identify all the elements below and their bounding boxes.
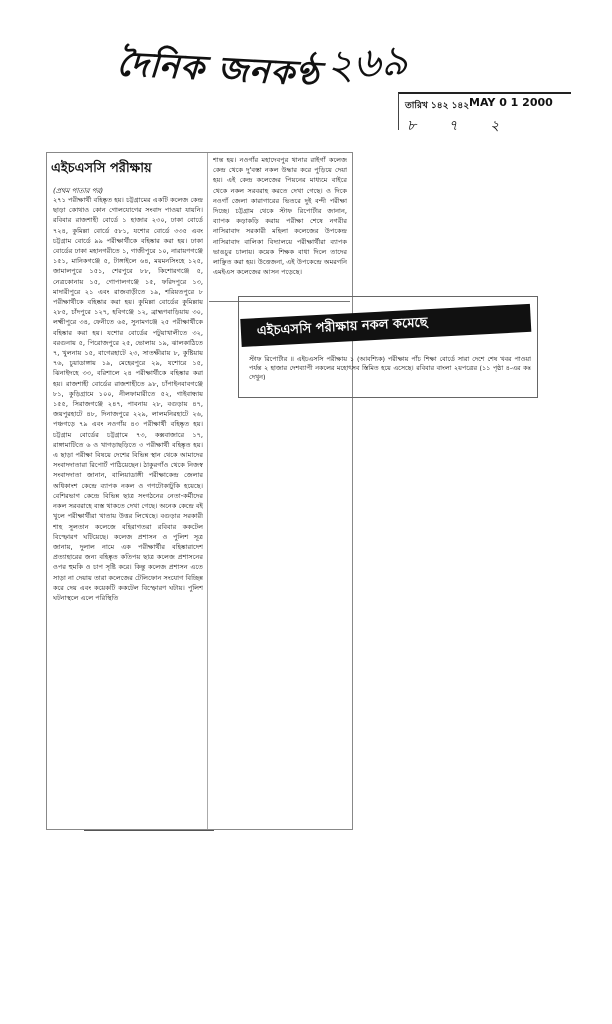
clipping-left-body: ২৭১ পরীক্ষার্থী বহিষ্কৃত হয়। চট্টগ্রামের একটি কলেজ কেন্দ্র ছাড়া কোথাও কোন গোলযোগের সংবাদ পাওয়া যায়নি। রবিবার রাজশাহী বোর্ডে ১ হাজার ২৩০, ঢাকা বোর্ডে ৭২৪, কুমিল্লা বোর্ডে ৫৮১, যশোর বোর্ডে ৩৩৫ এবং চট্টগ্রাম বোর্ডে ৯৯ পরীক্ষার্থীকে বহিষ্কার করা হয়। ঢাকা বোর্ডের ঢাকা মহানগরীতে ১, গাজীপুরে ১০, নারায়ণগঞ্জে ১৫১, মানিকগঞ্জে ৫, টাঙ্গাইলে ৬৪, ময়মনসিংহে ১২৫, জামালপুরে ১৫১, শেরপুরে ৮৮, কিশোরগঞ্জে ৫, নেত্রকোনায় ১৫, গোপালগঞ্জে ১৫, ফরিদপুরে ১৩, মাদারীপুরে ২১ এবং রাজবাড়ীতে ১৯, শরিয়তপুরে ৮ পরীক্ষার্থীকে বহিষ্কার করা হয়। কুমিল্লা বোর্ডের কুমিল্লায় ২৮৫, চাঁদপুরে ১২৭, হবিগঞ্জে ১২, ব্রাহ্মণবাড়িয়ায় ৩০, লক্ষ্মীপুরে ৩৪, ফেনীতে ৬৫, সুনামগঞ্জে ২৫ পরীক্ষার্থীকে বহিষ্কার করা হয়। যশোর বোর্ডের পটুয়াখালীতে ৩২, বরগুনায় ৫, পিরোজপুরে ২৫, ভোলায় ১৯, ঝালকাঠিতে ৭, খুলনায় ১৫, বাগেরহাটে ২৩, সাতক্ষীরায় ৮, কুষ্টিয়ায় ৭৬, চুয়াডাঙ্গায় ১৯, মেহেরপুরে ২৯, যশোরে ১৫, ঝিনাইদহে ৩৩, বরিশালে ২৪ পরীক্ষার্থীকে বহিষ্কার করা হয়। রাজশাহী বোর্ডের রাজশাহীতে ৯৮, চাঁপাইনবাবগঞ্জে ৮১, কুড়িগ্রামে ১০০, নীলফামারীতে ৫২, গাইবান্ধায় ১৫৫, সিরাজগঞ্জে ২৪৭, পাবনায় ২৮, বগুড়ায় ৪৭, জয়পুরহাটে ৪৮, দিনাজপুরে ২২৯, লালমনিরহাটে ২৬, পঞ্চগড়ে ৭৯ এবং নওগাঁয় ৪৩ পরীক্ষার্থী বহিষ্কৃত হয়। চট্টগ্রাম বোর্ডের চট্টগ্রামে ৭৩, কক্সবাজারে ১৭, রাঙ্গামাটিতে ৬ ও খাগড়াছড়িতে ৩ পরীক্ষার্থী বহিষ্কৃত হয়। এ ছাড়া পরীক্ষা বিষয়ে দেশের বিভিন্ন স্থান থেকে আমাদের সংবাদদাতারা রিপোর্ট পাঠিয়েছেন। ঠাকুরগাঁও থেকে নিজস্ব সংবাদদাতা জানান, বালিয়াডাঙ্গী পরীক্ষাকেন্দ্র জেলার অধিকাংশ কেন্দ্রে ব্যাপক নকল ও গণটোকাটুকি হয়েছে। বেশিরভাগ কেন্দ্রে বিভিন্ন ছাত্র সংগঠনের নেতা-কর্মীদের নকল সরবরাহে ব্যস্ত থাকতে দেখা গেছে। অনেক কেন্দ্রে বই খুলে পরীক্ষার্থীরা খাতায় উত্তর লিখেছে। বগুড়ার সরকারী শাহ সুলতান কলেজে বহিরাগতরা রবিবার ককটেল বিস্ফোরণ ঘটিয়েছে। কলেজ প্রশাসন ও পুলিশ সূত্র জানায়, দুলাল নামে এক পরীক্ষার্থীর বহিষ্কারাদেশ প্রত্যাহারের জন্য বহিষ্কৃত কতিপয় ছাত্র কলেজ প্রশাসনের ওপর হুমকি ও চাপ সৃষ্টি করে। কিন্তু কলেজ প্রশাসন এতে সাড়া না দেয়ায় তারা কলেজের টেলিফোন সংযোগ বিচ্ছিন্ন করে দেয় এবং কয়েকটি ককটেল বিস্ফোরণ ঘটায়। পুলিশ ঘটনাস্থলে এলে পরিস্থিতি <box>53 196 203 602</box>
clipping-left-column <box>47 153 208 829</box>
date-stamp <box>398 92 571 134</box>
stamp-label: তারিখ ১৪২ ১৪২ <box>405 101 470 111</box>
stamp-date: MAY 0 1 2000 <box>469 96 553 109</box>
clipping-second-body: স্টাফ রিপোর্টার ॥ এইচএসসি পরীক্ষায় ১ (আবশ্যিক) পরীক্ষায় পাঁচ শিক্ষা বোর্ডে সারা দেশে শেষ খবর পাওয়া পর্যন্ত ২ হাজার দেশব্যাপী নকলের মহোৎসব স্তিমিত হয়ে এসেছে। রবিবার বাংলা ২য়পত্রের (১১ পৃষ্ঠা ৪-এর কঃ দেখুন) <box>249 355 531 381</box>
clipping-bottom-edge <box>84 830 214 831</box>
news-clipping-second <box>238 296 538 398</box>
clipping-right-body: শান্ত হয়। নওগাঁর মহাদেবপুর থানার রাইগাঁ কলেজ কেন্দ্র থেকে দু'বস্তা নকল উদ্ধার করে পুড়িয়ে দেয়া হয়। এই কেন্দ্র কলেজের পিয়নের মাধ্যমে বাইরে থেকে নকল সরবরাহ করতে দেখা গেছে। ও দিকে নওগাঁ জেলা কারাগারের ভিতরে দুই বন্দী পরীক্ষা দিচ্ছে। চট্টগ্রাম থেকে স্টাফ রিপোর্টার জানান, ব্যাপক কড়াকড়ি করায় পরীক্ষা শেষে নগরীর নাসিরাবাদ সরকারী মহিলা কলেজের উপকেন্দ্র নাসিরাবাদ বালিকা বিদ্যালয়ে পরীক্ষার্থীরা ব্যাপক ভাঙচুর চালায়। কয়েক শিক্ষক বাধা দিলে তাদের লাঞ্ছিত করা হয়। উত্তেজনা, এই উপকেন্দ্রে অমরগনি এমইএস কলেজের আসন পড়েছে। <box>213 156 347 277</box>
clipping-subhead: (প্রথম পাতার পর) <box>53 187 104 195</box>
page-number-handwritten: ২৬৯ <box>324 35 410 90</box>
news-clipping-main <box>46 152 353 830</box>
stamp-note: ৮ ৭ ২ <box>407 118 514 134</box>
newspaper-name-handwritten: দৈনিক জনকণ্ঠ <box>115 43 321 95</box>
clipping-right-column <box>209 153 350 302</box>
clipping-headline: এইচএসসি পরীক্ষায় <box>51 161 152 176</box>
clipping-second-headline: এইচএসসি পরীক্ষায় নকল কমেছে <box>240 304 531 347</box>
